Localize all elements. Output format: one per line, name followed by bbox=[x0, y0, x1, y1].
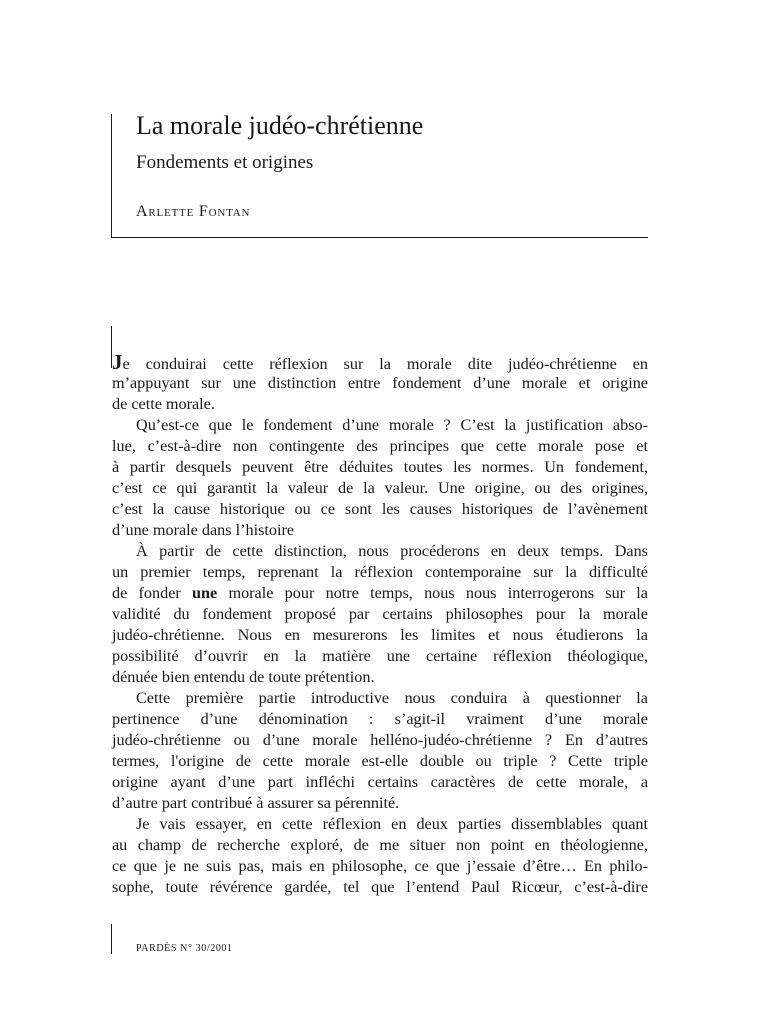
body-line: sophe, toute révérence gardée, tel que l’entend Paul Ricœur, c’est-à-dire bbox=[112, 878, 648, 896]
body-text bbox=[112, 352, 648, 898]
body-line: c’est la cause historique ou ce sont les causes historiques de l’avènement bbox=[112, 500, 648, 518]
body-line: lue, c’est-à-dire non contingente des principes que cette morale pose et bbox=[112, 437, 648, 455]
author-name: Arlette Fontan bbox=[136, 203, 251, 220]
body-line: Qu’est-ce que le fondement d’une morale ? C’est la justification abso- bbox=[136, 416, 648, 434]
title-horizontal-rule bbox=[111, 237, 648, 238]
body-line: dénuée bien entendu de toute prétention. bbox=[112, 668, 375, 686]
body-line: Je conduirai cette réflexion sur la morale dite judéo-chrétienne en bbox=[112, 350, 648, 374]
body-line: possibilité d’ouvrir en la matière une certaine réflexion théologique, bbox=[112, 647, 648, 665]
body-line: À partir de cette distinction, nous procéderons en deux temps. Dans bbox=[136, 542, 648, 560]
body-line: un premier temps, reprenant la réflexion contemporaine sur la difficulté bbox=[112, 563, 648, 581]
body-line: à partir desquels peuvent être déduites toutes les normes. Un fondement, bbox=[112, 458, 648, 476]
body-line: d’une morale dans l’histoire bbox=[112, 521, 295, 539]
body-line: Je vais essayer, en cette réflexion en deux parties dissemblables quant bbox=[136, 815, 648, 833]
body-line: judéo-chrétienne ou d’une morale helléno-judéo-chrétienne ? En d’autres bbox=[112, 731, 648, 749]
footer-vertical-rule bbox=[111, 924, 112, 954]
body-line: c’est ce qui garantit la valeur de la valeur. Une origine, ou des origines, bbox=[112, 479, 648, 497]
body-line: m’appuyant sur une distinction entre fondement d’une morale et origine bbox=[112, 374, 648, 392]
body-line: au champ de recherche exploré, de me situer non point en théologienne, bbox=[112, 836, 648, 854]
journal-footer: PARDÈS N° 30/2001 bbox=[136, 943, 233, 954]
body-line: judéo-chrétienne. Nous en mesurerons les limites et nous étudierons la bbox=[112, 626, 648, 644]
article-title: La morale judéo-chrétienne bbox=[136, 111, 424, 140]
title-vertical-rule bbox=[111, 114, 112, 238]
body-line: de cette morale. bbox=[112, 395, 215, 413]
body-line: pertinence d’une dénomination : s’agit-il vraiment d’une morale bbox=[112, 710, 648, 728]
body-line: validité du fondement proposé par certains philosophes pour la morale bbox=[112, 605, 648, 623]
body-line: origine ayant d’une part infléchi certains caractères de cette morale, a bbox=[112, 773, 648, 791]
body-line: termes, l'origine de cette morale est-elle double ou triple ? Cette triple bbox=[112, 752, 648, 770]
body-line: de fonder une morale pour notre temps, nous nous interrogerons sur la bbox=[112, 584, 648, 602]
body-line: Cette première partie introductive nous conduira à questionner la bbox=[136, 689, 648, 707]
body-line: d’autre part contribué à assurer sa pérennité. bbox=[112, 794, 400, 812]
body-line: ce que je ne suis pas, mais en philosophe, ce que j’essaie d’être… En philo- bbox=[112, 857, 648, 875]
initial-letter: J bbox=[112, 350, 123, 374]
article-subtitle: Fondements et origines bbox=[136, 152, 314, 173]
emphasis-word: une bbox=[192, 584, 218, 602]
